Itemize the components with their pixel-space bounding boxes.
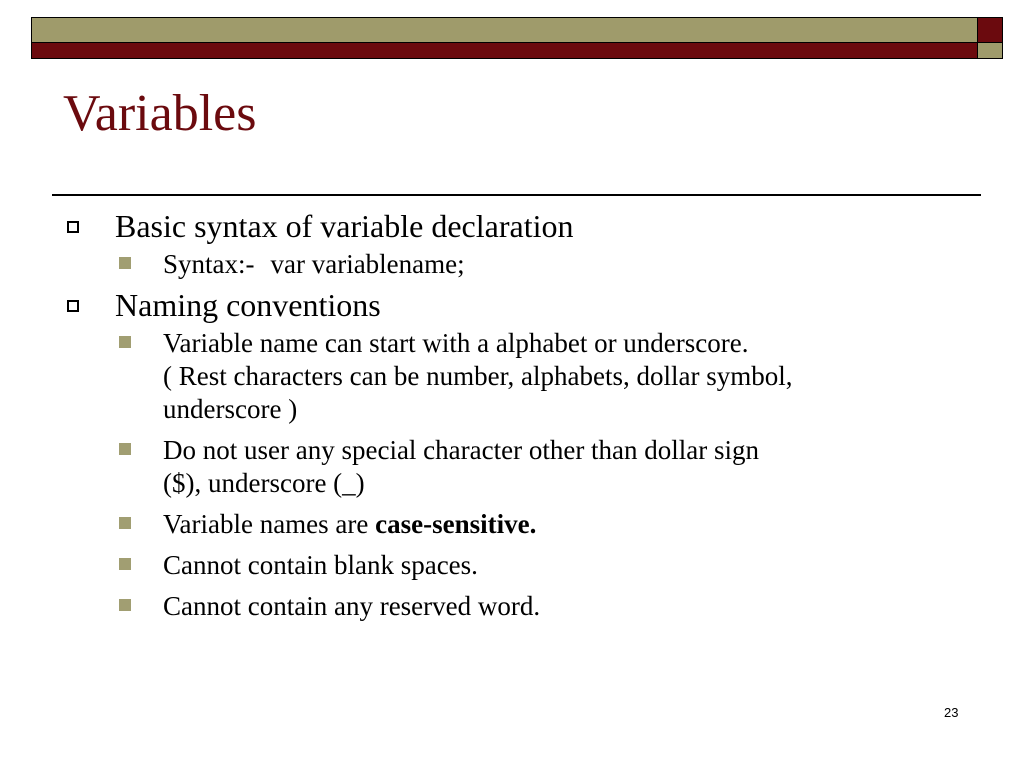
bullet-naming-conventions (62, 285, 982, 325)
sub-bullet-text: Cannot contain any reserved word. (163, 591, 541, 621)
header-square-olive (977, 42, 1003, 59)
bullet-basic-syntax (62, 206, 982, 246)
sub-bullet-text: Cannot contain blank spaces. (163, 550, 478, 580)
square-bullet-icon (119, 336, 131, 348)
title-divider (52, 194, 981, 196)
sub-bullet-line: Do not user any special character other than dollar sign (163, 435, 760, 465)
slide-title: Variables (63, 85, 257, 142)
syntax-code: var variablename; (270, 249, 465, 279)
square-bullet-icon (119, 443, 131, 455)
sub-bullet-line: Variable name can start with a alphabet or underscore. (163, 328, 749, 358)
sub-bullet-text: Variable names are (163, 509, 376, 539)
sub-bullet-line: underscore ) (163, 394, 298, 424)
slide-content (62, 206, 982, 631)
sub-bullet-start-character (62, 327, 982, 426)
bullet-text: Naming conventions (115, 287, 381, 323)
header-square-maroon (977, 17, 1003, 43)
header-bar-maroon (31, 42, 978, 59)
square-bullet-icon (119, 558, 131, 570)
sub-bullet-reserved-word (62, 590, 982, 623)
square-bullet-icon (119, 517, 131, 529)
sub-bullet-blank-spaces (62, 549, 982, 582)
sub-bullet-special-characters (62, 434, 982, 500)
case-sensitive-emphasis: case-sensitive. (375, 509, 537, 539)
square-bullet-icon (119, 257, 131, 269)
header-bar-olive (31, 17, 978, 43)
square-bullet-icon (119, 599, 131, 611)
syntax-label: Syntax:- (163, 249, 255, 279)
slide-number: 23 (944, 705, 959, 720)
bullet-text: Basic syntax of variable declaration (115, 208, 574, 244)
sub-bullet-line: ( Rest characters can be number, alphabets, dollar symbol, (163, 361, 793, 391)
sub-bullet-case-sensitive (62, 508, 982, 541)
sub-bullet-syntax (62, 248, 982, 281)
hollow-square-bullet-icon (67, 300, 79, 312)
hollow-square-bullet-icon (67, 221, 79, 233)
sub-bullet-line: ($), underscore (_) (163, 468, 365, 498)
